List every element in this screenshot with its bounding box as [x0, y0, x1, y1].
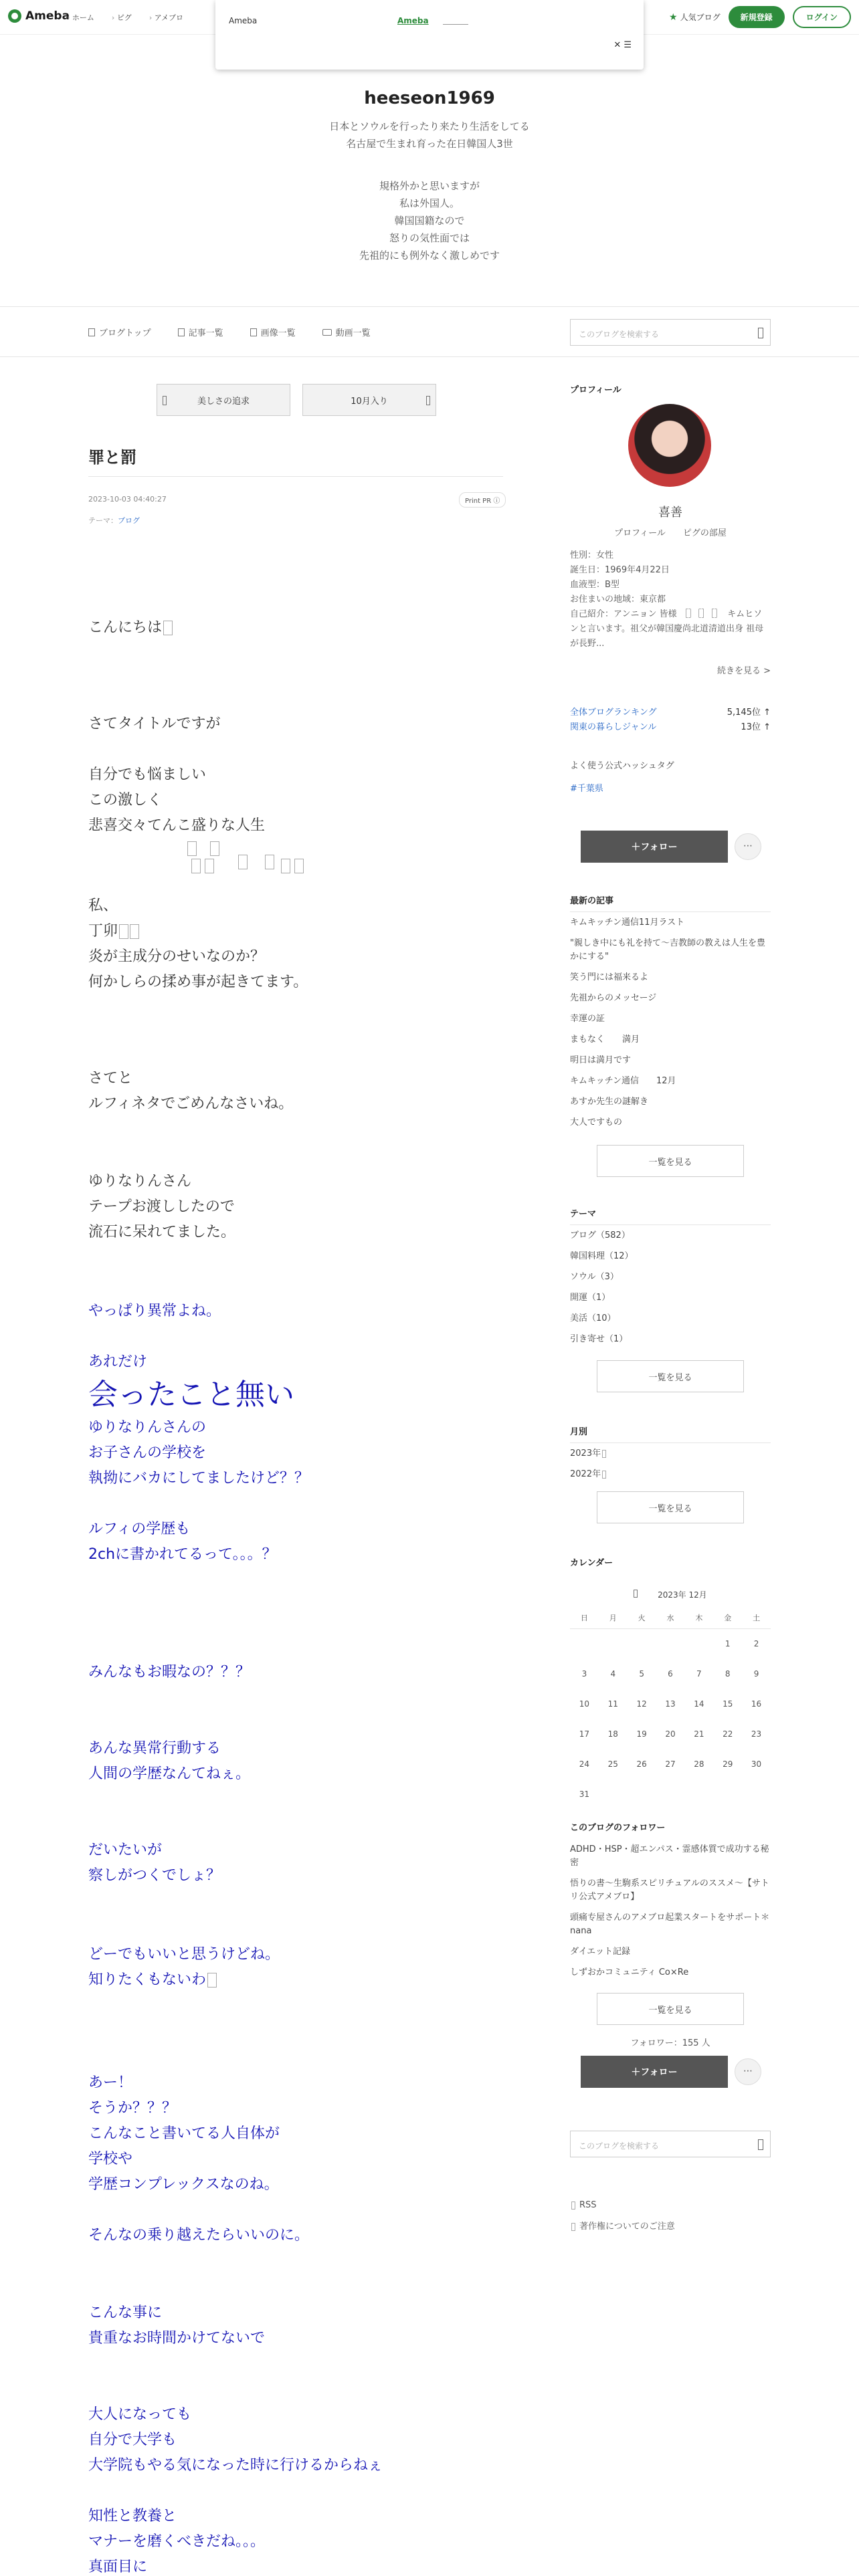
broken-image-icon	[205, 859, 214, 873]
month-list	[570, 1447, 771, 1489]
nav-label: 動画一覧	[335, 328, 371, 338]
blog-nav	[0, 306, 859, 357]
calendar-day	[656, 1629, 685, 1659]
body-line: やっぱり異常よね。	[88, 1303, 221, 1319]
body-line	[88, 2197, 503, 2223]
broken-image-icon	[265, 855, 274, 869]
followers-list-all-button[interactable]: 一覧を見る	[597, 1993, 744, 2025]
follower-item[interactable]: ADHD・HSP・超エンパス・霊感体質で成功する秘密	[570, 1844, 769, 1868]
rss-label: RSS	[579, 2200, 597, 2210]
entry-body-block	[88, 712, 503, 839]
blog-nav-items	[88, 326, 371, 338]
calendar-heading: カレンダー	[570, 1558, 613, 1568]
calendar-day[interactable]: 28	[694, 1759, 704, 1769]
logo-text: Ameba	[25, 9, 70, 23]
body-line: さてと	[88, 1070, 133, 1087]
body-line: ルフィネタでごめんなさいね。	[88, 1095, 294, 1112]
recent-entry[interactable]: あすか先生の謎解き	[570, 1097, 649, 1107]
popup-dialog	[215, 0, 644, 70]
broken-image-icon	[281, 859, 290, 873]
calendar-day	[570, 1629, 599, 1659]
theme-item[interactable]: 韓国料理（12）	[570, 1251, 634, 1261]
calendar-weekday: 火	[628, 1607, 656, 1629]
rss-link[interactable]	[570, 2200, 597, 2210]
global-nav	[67, 12, 183, 23]
rss-icon	[571, 2202, 575, 2210]
follower-item[interactable]: ダイエット記録	[570, 1947, 630, 1957]
body-line: あー！	[88, 2074, 133, 2091]
blog-description-line: 名古屋で生まれ育った在日韓国人3世	[346, 138, 513, 150]
copyright-label: 著作権についてのご注意	[579, 2222, 675, 2232]
calendar-day[interactable]: 27	[665, 1759, 676, 1769]
ranking-value: 13位 ↑	[741, 722, 771, 732]
body-line: ルフィの学歴も	[88, 1521, 191, 1537]
calendar-day	[656, 1780, 685, 1810]
more-options-icon[interactable]: ⋯	[735, 833, 761, 860]
video-icon	[322, 329, 332, 336]
calendar-title	[570, 1589, 771, 1600]
ameba-logo[interactable]	[8, 9, 70, 23]
calendar-weekday: 木	[684, 1607, 713, 1629]
entry-body-block	[88, 893, 503, 995]
print-pr-badge[interactable]: Print PR ⓘ	[459, 492, 506, 508]
body-line: こんな事に	[88, 2304, 163, 2321]
popular-blog-link[interactable]	[669, 11, 721, 23]
blog-intro-line: 私は外国人。	[399, 197, 460, 209]
broken-image-icon	[163, 621, 173, 635]
body-line: あんな異常行動する	[88, 1740, 221, 1757]
calendar-day[interactable]: 23	[751, 1729, 762, 1739]
body-line: あれだけ	[88, 1354, 148, 1370]
ranking-row[interactable]	[570, 705, 771, 718]
body-line: 学歴コンプレックスなのね。	[88, 2176, 279, 2193]
hashtag-link[interactable]: #千葉県	[570, 784, 603, 794]
broken-image-icon	[187, 841, 197, 856]
nav-label: 記事一覧	[188, 328, 223, 338]
calendar-day[interactable]: 11	[607, 1699, 618, 1709]
body-text: 丁卯	[88, 923, 118, 940]
calendar-weekday: 水	[656, 1607, 685, 1629]
calendar-day[interactable]: 12	[636, 1699, 647, 1709]
ranking-row[interactable]	[570, 720, 771, 732]
nav-image-list[interactable]	[250, 326, 296, 338]
body-line: ゆりなりんさんの	[88, 1419, 207, 1436]
calendar-day	[684, 1780, 713, 1810]
follower-item[interactable]: 悟りの書〜生駒系スピリチュアルのススメ〜【サトリ公式アメブロ】	[570, 1879, 769, 1902]
body-line: 真面目に	[88, 2559, 148, 2575]
recent-entry[interactable]: キムキッチン通信11月ラスト	[570, 918, 685, 928]
recent-entry[interactable]: キムキッチン通信 12月	[570, 1076, 676, 1086]
entry-body-block	[88, 2300, 503, 2351]
recent-entry[interactable]: "親しき中にも礼を持て〜吉教師の教えは人生を豊かにする"	[570, 938, 765, 962]
recent-heading-box	[570, 893, 771, 912]
broken-image-icon	[210, 841, 219, 856]
next-entry-button[interactable]	[302, 384, 436, 416]
theme-link[interactable]: ブログ	[118, 516, 140, 525]
recent-entries	[570, 916, 771, 1137]
body-line: みんなもお暇なの？？？	[88, 1664, 251, 1681]
body-line	[88, 2478, 503, 2504]
followers-heading-box	[570, 1820, 771, 1838]
nav-entry-list[interactable]	[178, 326, 223, 338]
calendar-day[interactable]: 21	[694, 1729, 704, 1739]
calendar-day[interactable]: 20	[665, 1729, 676, 1739]
entry-body-block	[88, 1660, 503, 1685]
calendar-day[interactable]: 29	[723, 1759, 733, 1769]
body-line	[88, 919, 503, 944]
theme-heading: テーマ	[570, 1206, 771, 1225]
profile-name[interactable]: 喜善	[658, 506, 682, 520]
calendar-weekday: 土	[742, 1607, 771, 1629]
expand-icon	[602, 1450, 606, 1458]
profile-info-line: 血液型：B型	[570, 580, 619, 590]
theme-item[interactable]: ブログ（582）	[570, 1230, 630, 1241]
calendar-day[interactable]: 18	[607, 1729, 618, 1739]
calendar-day[interactable]: 13	[665, 1699, 676, 1709]
follower-item[interactable]: 頭痛专屋さんのアメブロ起業スタートをサポート＊nana	[570, 1913, 770, 1936]
month-item[interactable]	[570, 1468, 771, 1481]
copyright-link[interactable]	[570, 2219, 675, 2232]
search-placeholder: このブログを検索する	[579, 2141, 660, 2151]
follow-button[interactable]: ＋フォロー	[581, 831, 728, 863]
blog-intro-line: 先祖的にも例外なく激しめです	[359, 249, 500, 261]
broken-image-icon	[119, 924, 128, 939]
recent-entry[interactable]: 幸運の証	[570, 1014, 605, 1024]
star-icon: ★	[669, 11, 678, 23]
profile-info-line: 自己紹介：アンニョン 皆様 ［］［］［］ キムヒソンと言います。祖父が韓国慶尚北道清道出身 祖母が長野...	[570, 609, 764, 649]
body-line: 貴重なお時間かけてないで	[88, 2330, 266, 2347]
blog-description	[0, 118, 859, 152]
emoji-row	[88, 840, 503, 880]
calendar-day[interactable]: 30	[751, 1759, 762, 1769]
follower-count: フォロワー：155 人	[630, 2038, 710, 2048]
calendar-day[interactable]: 7	[696, 1669, 702, 1679]
calendar-grid	[570, 1607, 771, 1810]
calendar-day	[599, 1780, 628, 1810]
entry-body-block	[88, 1350, 503, 1568]
entry-body-block	[88, 1838, 503, 1889]
body-text: 知りたくもないわ	[88, 1971, 207, 1988]
body-line: そうか？？？	[88, 2100, 177, 2117]
nav-blog-top[interactable]	[88, 326, 151, 338]
calendar-day[interactable]: 5	[639, 1669, 644, 1679]
calendar-day[interactable]: 17	[579, 1729, 590, 1739]
nav-video-list[interactable]	[322, 326, 371, 338]
month-label: 2022年	[570, 1469, 601, 1479]
emphasis-line: 会ったこと無い	[88, 1378, 294, 1412]
expand-icon	[602, 1471, 606, 1479]
chevron-left-icon	[163, 396, 167, 405]
entry-body-block	[88, 2402, 503, 2576]
calendar-day	[628, 1629, 656, 1659]
broken-image-icon	[238, 855, 248, 869]
body-line: お子さんの学校を	[88, 1444, 207, 1461]
prev-entry-label: 美しさの追求	[197, 396, 250, 407]
body-line: 大学院もやる気になった時に行けるからねぇ	[88, 2457, 383, 2474]
follower-item[interactable]: しずおかコミュニティ Co×Re	[570, 1967, 689, 1977]
next-entry-label: 10月入り	[351, 396, 388, 407]
profile-more-link[interactable]: 続きを見る >	[717, 666, 771, 676]
month-heading: 月別	[570, 1424, 771, 1443]
blog-intro-line: 規格外かと思いますが	[379, 180, 480, 192]
recent-entry[interactable]: 笑う門には福来るよ	[570, 972, 649, 982]
entry-date: 2023-10-03 04:40:27	[88, 495, 167, 504]
prev-entry-button[interactable]	[157, 384, 290, 416]
body-line: ゆりなりんさん	[88, 1173, 192, 1190]
body-line: 炎が主成分のせいなのか？	[88, 948, 266, 965]
calendar-day[interactable]: 31	[579, 1790, 590, 1799]
body-line: どーでもいいと思うけどね。	[88, 1946, 280, 1963]
calendar-weekday: 金	[713, 1607, 742, 1629]
ranking-value: 5,145位 ↑	[727, 708, 771, 718]
entry-body-block	[88, 2070, 503, 2248]
body-line: 悲喜交々てんこ盛りな人生	[88, 817, 266, 834]
more-options-icon[interactable]: ⋯	[735, 2058, 761, 2085]
body-line	[88, 737, 503, 762]
calendar-day[interactable]: 15	[723, 1699, 733, 1709]
signup-button[interactable]: 新規登録	[729, 6, 785, 28]
calendar-day	[628, 1780, 656, 1810]
blog-intro-line: 怒りの気性面では	[389, 232, 470, 244]
nav-ameblo[interactable]: › アメブロ	[149, 12, 183, 23]
calendar-day[interactable]: 8	[725, 1669, 731, 1679]
recent-entry[interactable]: 大人ですもの	[570, 1117, 623, 1128]
calendar-day[interactable]: 9	[753, 1669, 759, 1679]
login-button[interactable]: ログイン	[793, 6, 851, 28]
entry-theme	[88, 515, 140, 526]
entry-list-icon	[178, 328, 185, 336]
theme-list	[570, 1229, 771, 1354]
nav-home[interactable]: › ホーム	[67, 12, 94, 23]
recent-entry[interactable]: 先祖からのメッセージ	[570, 993, 657, 1003]
calendar-day	[742, 1780, 771, 1810]
body-line	[88, 1967, 503, 1993]
calendar-day[interactable]: 24	[579, 1759, 590, 1769]
entry-body-block	[88, 1169, 503, 1245]
entry-title[interactable]: 罪と罰	[88, 448, 136, 467]
calendar-day[interactable]: 26	[636, 1759, 647, 1769]
theme-item[interactable]: 引き寄せ（1）	[570, 1334, 628, 1344]
recent-list-all-button[interactable]: 一覧を見る	[597, 1145, 744, 1177]
followers-heading: このブログのフォロワー	[570, 1823, 666, 1833]
calendar-day	[599, 1629, 628, 1659]
entry-body-block	[88, 1942, 503, 1993]
nav-label: 画像一覧	[260, 328, 296, 338]
body-line: そんなの乗り越えたらいいのに。	[88, 2227, 310, 2244]
header-actions	[669, 6, 851, 28]
calendar-day[interactable]: 19	[636, 1729, 647, 1739]
search-icon[interactable]	[758, 2139, 763, 2150]
calendar-day	[684, 1629, 713, 1659]
profile-links[interactable]: プロフィール ピグの部屋	[614, 528, 727, 538]
month-list-all-button[interactable]: 一覧を見る	[597, 1491, 744, 1523]
popup-title: Ameba	[229, 16, 258, 25]
month-heading-box	[570, 1424, 771, 1443]
theme-heading-box	[570, 1206, 771, 1225]
ranking-label[interactable]: 全体ブログランキング	[570, 708, 657, 718]
profile-info-line: 性別：女性	[570, 550, 614, 560]
broken-image-icon	[207, 1973, 217, 1988]
recent-heading: 最新の記事	[570, 893, 771, 912]
body-line: この激しく	[88, 792, 163, 809]
calendar	[570, 1589, 771, 1810]
profile-heading: プロフィール	[570, 385, 622, 395]
calendar-day	[713, 1780, 742, 1810]
body-line: 学校や	[88, 2151, 133, 2167]
profile-info-line: お住まいの地域：東京都	[570, 595, 666, 605]
calendar-day[interactable]: 25	[607, 1759, 618, 1769]
calendar-day[interactable]: 16	[751, 1699, 762, 1709]
theme-list-all-button[interactable]: 一覧を見る	[597, 1360, 744, 1392]
calendar-day[interactable]: 4	[610, 1669, 616, 1679]
followers-list	[570, 1843, 771, 1987]
body-line: マナーを磨くべきだね。。。	[88, 2533, 266, 2550]
theme-item[interactable]: 美活（10）	[570, 1313, 616, 1323]
avatar[interactable]	[628, 404, 711, 487]
theme-item[interactable]: ソウル（3）	[570, 1272, 619, 1282]
entry-body-block	[88, 1736, 503, 1787]
blog-intro-line: 韓国国籍なので	[394, 215, 465, 227]
body-line: 何かしらの揉め事が起きてます。	[88, 974, 308, 990]
hashtag-heading: よく使う公式ハッシュタグ	[570, 761, 674, 771]
sidebar-search-input[interactable]	[570, 2131, 771, 2157]
popup-divider	[443, 24, 468, 25]
theme-item[interactable]: 開運（1）	[570, 1293, 611, 1303]
recent-entry[interactable]: まもなく 満月	[570, 1035, 640, 1045]
body-line: 大人になっても	[88, 2406, 192, 2423]
blog-search-input[interactable]	[570, 319, 771, 346]
body-line: 自分で大学も	[88, 2432, 177, 2448]
ranking-label[interactable]: 関東の暮らしジャンル	[570, 722, 657, 732]
body-line: こんなこと書いてる人自体が	[88, 2125, 280, 2142]
image-list-icon	[250, 328, 257, 336]
blog-description-line: 日本とソウルを行ったり来たり生活をしてる	[329, 120, 530, 132]
body-line: 知性と教養と	[88, 2508, 177, 2525]
blog-top-icon	[88, 328, 95, 336]
profile-section	[570, 383, 771, 401]
calendar-heading-box	[570, 1555, 771, 1574]
popup-link[interactable]: Ameba	[397, 16, 429, 25]
broken-image-icon	[130, 924, 139, 939]
copyright-icon	[571, 2223, 575, 2231]
ameba-logo-icon	[8, 9, 21, 23]
body-text: こんにちは	[88, 619, 163, 636]
recent-entry[interactable]: 明日は満月です	[570, 1055, 632, 1065]
search-icon[interactable]	[758, 328, 763, 338]
chevron-left-icon[interactable]	[634, 1590, 638, 1598]
body-line	[88, 615, 503, 641]
calendar-weekday: 月	[599, 1607, 628, 1629]
entry-body-block	[88, 615, 503, 641]
entry-body-block	[88, 1066, 503, 1117]
profile-info	[570, 548, 771, 651]
body-line: 私、	[88, 897, 118, 914]
calendar-day[interactable]: 22	[723, 1729, 733, 1739]
chevron-right-icon	[426, 396, 430, 405]
entry-body-block	[88, 1299, 503, 1324]
theme-label: テーマ：	[88, 516, 118, 525]
month-item[interactable]	[570, 1447, 771, 1461]
calendar-weekday: 日	[570, 1607, 599, 1629]
body-line: 自分でも悩ましい	[88, 766, 207, 783]
body-line: だいたいが	[88, 1842, 163, 1858]
blog-intro	[0, 177, 859, 264]
nav-label: ブログトップ	[99, 328, 151, 338]
body-line: 察しがつくでしょ？	[88, 1867, 221, 1884]
body-line: テープお渡ししたので	[88, 1198, 235, 1215]
calendar-month: 2023年 12月	[658, 1590, 707, 1600]
profile-info-line: 誕生日：1969年4月22日	[570, 565, 670, 575]
body-line: 人間の学歴なんてねぇ。	[88, 1765, 251, 1782]
calendar-day[interactable]: 1	[725, 1639, 731, 1648]
calendar-day[interactable]: 6	[668, 1669, 673, 1679]
popular-blog-label: 人気ブログ	[680, 13, 721, 22]
calendar-day[interactable]: 14	[694, 1699, 704, 1709]
body-line: さてタイトルですが	[88, 716, 221, 732]
broken-image-icon	[191, 859, 201, 873]
body-line: 流石に呆れてました。	[88, 1224, 236, 1241]
body-line	[88, 1491, 503, 1517]
search-placeholder: このブログを検索する	[579, 330, 660, 339]
follow-button-bottom[interactable]: ＋フォロー	[581, 2056, 728, 2088]
calendar-day[interactable]: 10	[579, 1699, 590, 1709]
body-line: 執拗にバカにしてましたけど？？	[88, 1470, 310, 1487]
month-label: 2023年	[570, 1448, 601, 1459]
nav-pigg[interactable]: › ピグ	[112, 12, 132, 23]
title-divider	[88, 476, 503, 477]
close-icon[interactable]: ✕ ☰	[613, 40, 632, 50]
calendar-day[interactable]: 2	[753, 1639, 759, 1648]
broken-image-icon	[294, 859, 304, 873]
calendar-day[interactable]: 3	[581, 1669, 587, 1679]
blog-title[interactable]: heeseon1969	[364, 88, 495, 108]
body-line: 2chに書かれてるって。。。？	[88, 1546, 277, 1563]
